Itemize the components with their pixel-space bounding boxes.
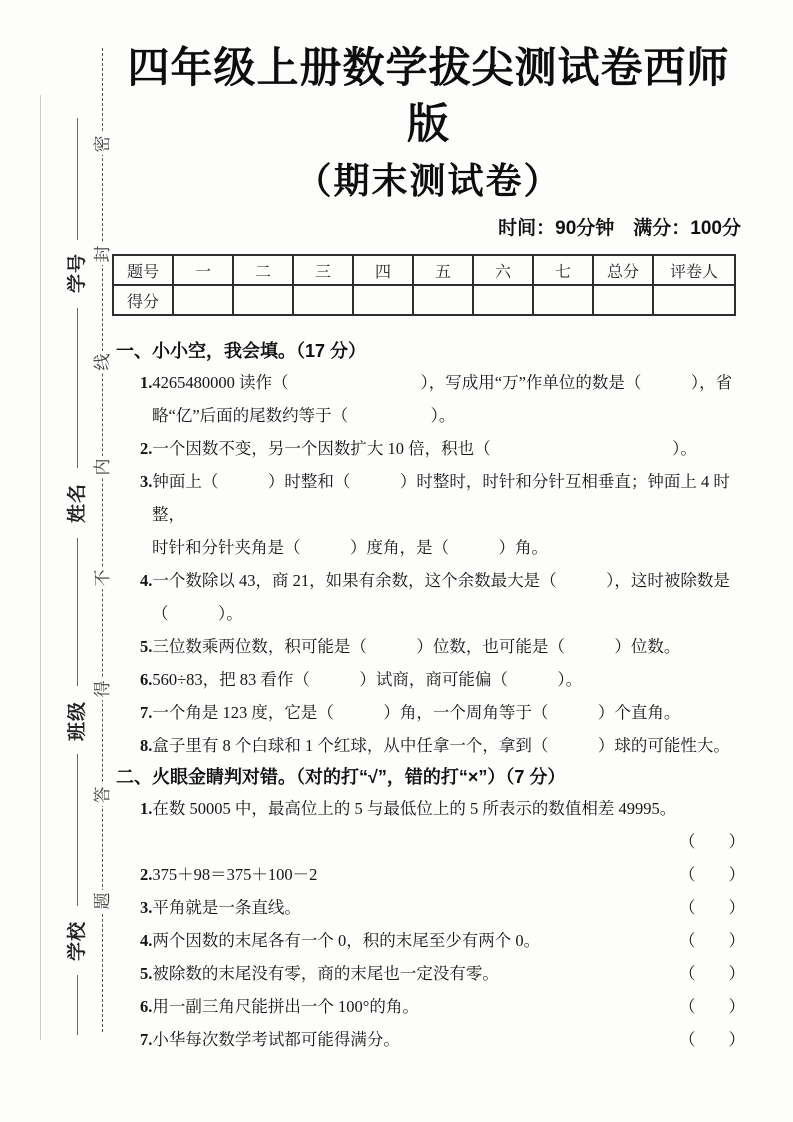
name-label: 姓名 xyxy=(67,478,89,528)
judge-text: 小华每次数学考试都可能得满分。 xyxy=(152,1030,400,1049)
page-title: 四年级上册数学拔尖测试卷西师版 xyxy=(127,44,730,147)
answer-blank: （ ） xyxy=(679,964,745,983)
seal-char-de: 得 xyxy=(92,678,114,700)
question-number: 4. xyxy=(140,931,153,950)
score-cell-empty xyxy=(593,285,653,315)
school-writing-line xyxy=(77,754,78,906)
answer-blank: （ ） xyxy=(679,1030,745,1049)
question-8 xyxy=(112,729,745,762)
question-number: 3. xyxy=(140,898,153,917)
judge-text: 平角就是一条直线。 xyxy=(152,898,301,917)
student-id-label: 学号 xyxy=(67,248,89,298)
score-cell-empty xyxy=(173,285,233,315)
question-number: 8. xyxy=(140,736,153,755)
question-number: 5. xyxy=(140,964,153,983)
question-7 xyxy=(112,696,745,729)
question-number: 7. xyxy=(140,1030,153,1049)
score-cell-empty xyxy=(533,285,593,315)
question-number: 5. xyxy=(140,637,153,656)
student-id-writing-line xyxy=(77,118,78,240)
score-cell-empty xyxy=(413,285,473,315)
question-text: 盒子里有 8 个白球和 1 个红球，从中任拿一个，拿到（ ）球的可能性大。 xyxy=(152,736,730,755)
question-number: 6. xyxy=(140,997,153,1016)
class-writing-line xyxy=(77,538,78,686)
question-1-line-1 xyxy=(112,366,745,399)
question-text: 一个数除以 43，商 21，如果有余数，这个余数最大是（ ），这时被除数是 xyxy=(152,571,730,590)
judge-item-2 xyxy=(112,858,745,891)
question-4-line-1 xyxy=(112,564,745,597)
question-text: 一个角是 123 度，它是（ ）角，一个周角等于（ ）个直角。 xyxy=(152,703,681,722)
seal-char-feng: 封 xyxy=(92,243,114,265)
judge-item-1-answer-blank: （ ） xyxy=(679,832,745,851)
judge-item-5 xyxy=(112,957,745,990)
score-table-header-row xyxy=(113,255,735,285)
seal-char-nei: 内 xyxy=(92,456,114,478)
header-cell-6: 六 xyxy=(473,255,533,285)
question-text: 4265480000 读作（ ），写成用“万”作单位的数是（ ），省 xyxy=(152,373,733,392)
answer-blank: （ ） xyxy=(679,997,745,1016)
header-cell-2: 二 xyxy=(233,255,293,285)
question-3-line-1 xyxy=(112,465,745,531)
header-cell-5: 五 xyxy=(413,255,473,285)
seal-char-da: 答 xyxy=(92,784,114,806)
question-text: 三位数乘两位数，积可能是（ ）位数，也可能是（ ）位数。 xyxy=(152,637,681,656)
page-subtitle: （期末测试卷） xyxy=(295,160,562,201)
question-text: 一个因数不变，另一个因数扩大 10 倍，积也（ ）。 xyxy=(152,439,697,458)
judge-item-6 xyxy=(112,990,745,1023)
section2-heading: 二、火眼金睛判对错。（对的打“√”，错的打“×”）（7 分） xyxy=(116,767,566,787)
question-6 xyxy=(112,663,745,696)
question-number: 3. xyxy=(140,472,153,491)
score-row-label: 得分 xyxy=(113,285,173,315)
header-cell-3: 三 xyxy=(293,255,353,285)
seal-char-mi: 密 xyxy=(92,133,114,155)
score-cell-empty xyxy=(353,285,413,315)
name-writing-line xyxy=(77,308,78,468)
score-cell-empty xyxy=(473,285,533,315)
seal-char-ti: 题 xyxy=(92,890,114,912)
answer-blank: （ ） xyxy=(679,865,745,884)
section1-heading: 一、小小空，我会填。（17 分） xyxy=(116,341,367,361)
question-number: 1. xyxy=(140,373,153,392)
judge-item-3 xyxy=(112,891,745,924)
section2-items xyxy=(112,792,745,1056)
answer-blank: （ ） xyxy=(679,898,745,917)
section1-questions xyxy=(112,366,745,762)
seal-char-xian: 线 xyxy=(92,351,114,373)
question-text: 钟面上（ ）时整和（ ）时整时，时针和分针互相垂直；钟面上 4 时整， xyxy=(152,472,730,524)
judge-item-1-text xyxy=(112,792,745,825)
header-cell-total: 总分 xyxy=(593,255,653,285)
judge-text: 被除数的末尾没有零，商的末尾也一定没有零。 xyxy=(152,964,499,983)
score-table-score-row xyxy=(113,285,735,315)
answer-blank: （ ） xyxy=(679,931,745,950)
judge-text: 两个因数的末尾各有一个 0，积的末尾至少有两个 0。 xyxy=(152,931,541,950)
header-cell-7: 七 xyxy=(533,255,593,285)
judge-text: 375＋98＝375＋100－2 xyxy=(152,865,318,884)
judge-text: 用一副三角尺能拼出一个 100°的角。 xyxy=(152,997,419,1016)
scan-edge-line xyxy=(40,95,41,1040)
score-cell-empty xyxy=(293,285,353,315)
header-cell-4: 四 xyxy=(353,255,413,285)
question-number: 4. xyxy=(140,571,153,590)
class-label: 班级 xyxy=(67,696,89,746)
question-text: 560÷83，把 83 看作（ ）试商，商可能偏（ ）。 xyxy=(152,670,583,689)
bottom-writing-line xyxy=(77,975,78,1035)
question-1-line-2: 略“亿”后面的尾数约等于（ ）。 xyxy=(152,406,456,425)
question-number: 2. xyxy=(140,439,153,458)
question-number: 6. xyxy=(140,670,153,689)
time-score-info: 时间：90分钟 满分：100分 xyxy=(498,218,741,239)
question-3-line-2: 时针和分针夹角是（ ）度角，是（ ）角。 xyxy=(152,538,548,557)
score-cell-empty xyxy=(653,285,735,315)
seal-dashed-line xyxy=(102,48,103,1032)
question-number: 1. xyxy=(140,799,153,818)
header-cell-grader: 评卷人 xyxy=(653,255,735,285)
question-2 xyxy=(112,432,745,465)
judge-item-4 xyxy=(112,924,745,957)
header-cell-1: 一 xyxy=(173,255,233,285)
question-number: 7. xyxy=(140,703,153,722)
question-5 xyxy=(112,630,745,663)
score-cell-empty xyxy=(233,285,293,315)
main-content xyxy=(112,40,745,1056)
judge-item-7 xyxy=(112,1023,745,1056)
school-label: 学校 xyxy=(67,916,89,966)
judge-text: 在数 50005 中，最高位上的 5 与最低位上的 5 所表示的数值相差 49995。 xyxy=(152,799,677,818)
header-cell-question-no: 题号 xyxy=(113,255,173,285)
seal-char-bu: 不 xyxy=(92,567,114,589)
question-4-line-2: （ ）。 xyxy=(152,604,243,623)
question-number: 2. xyxy=(140,865,153,884)
score-table xyxy=(112,254,736,316)
